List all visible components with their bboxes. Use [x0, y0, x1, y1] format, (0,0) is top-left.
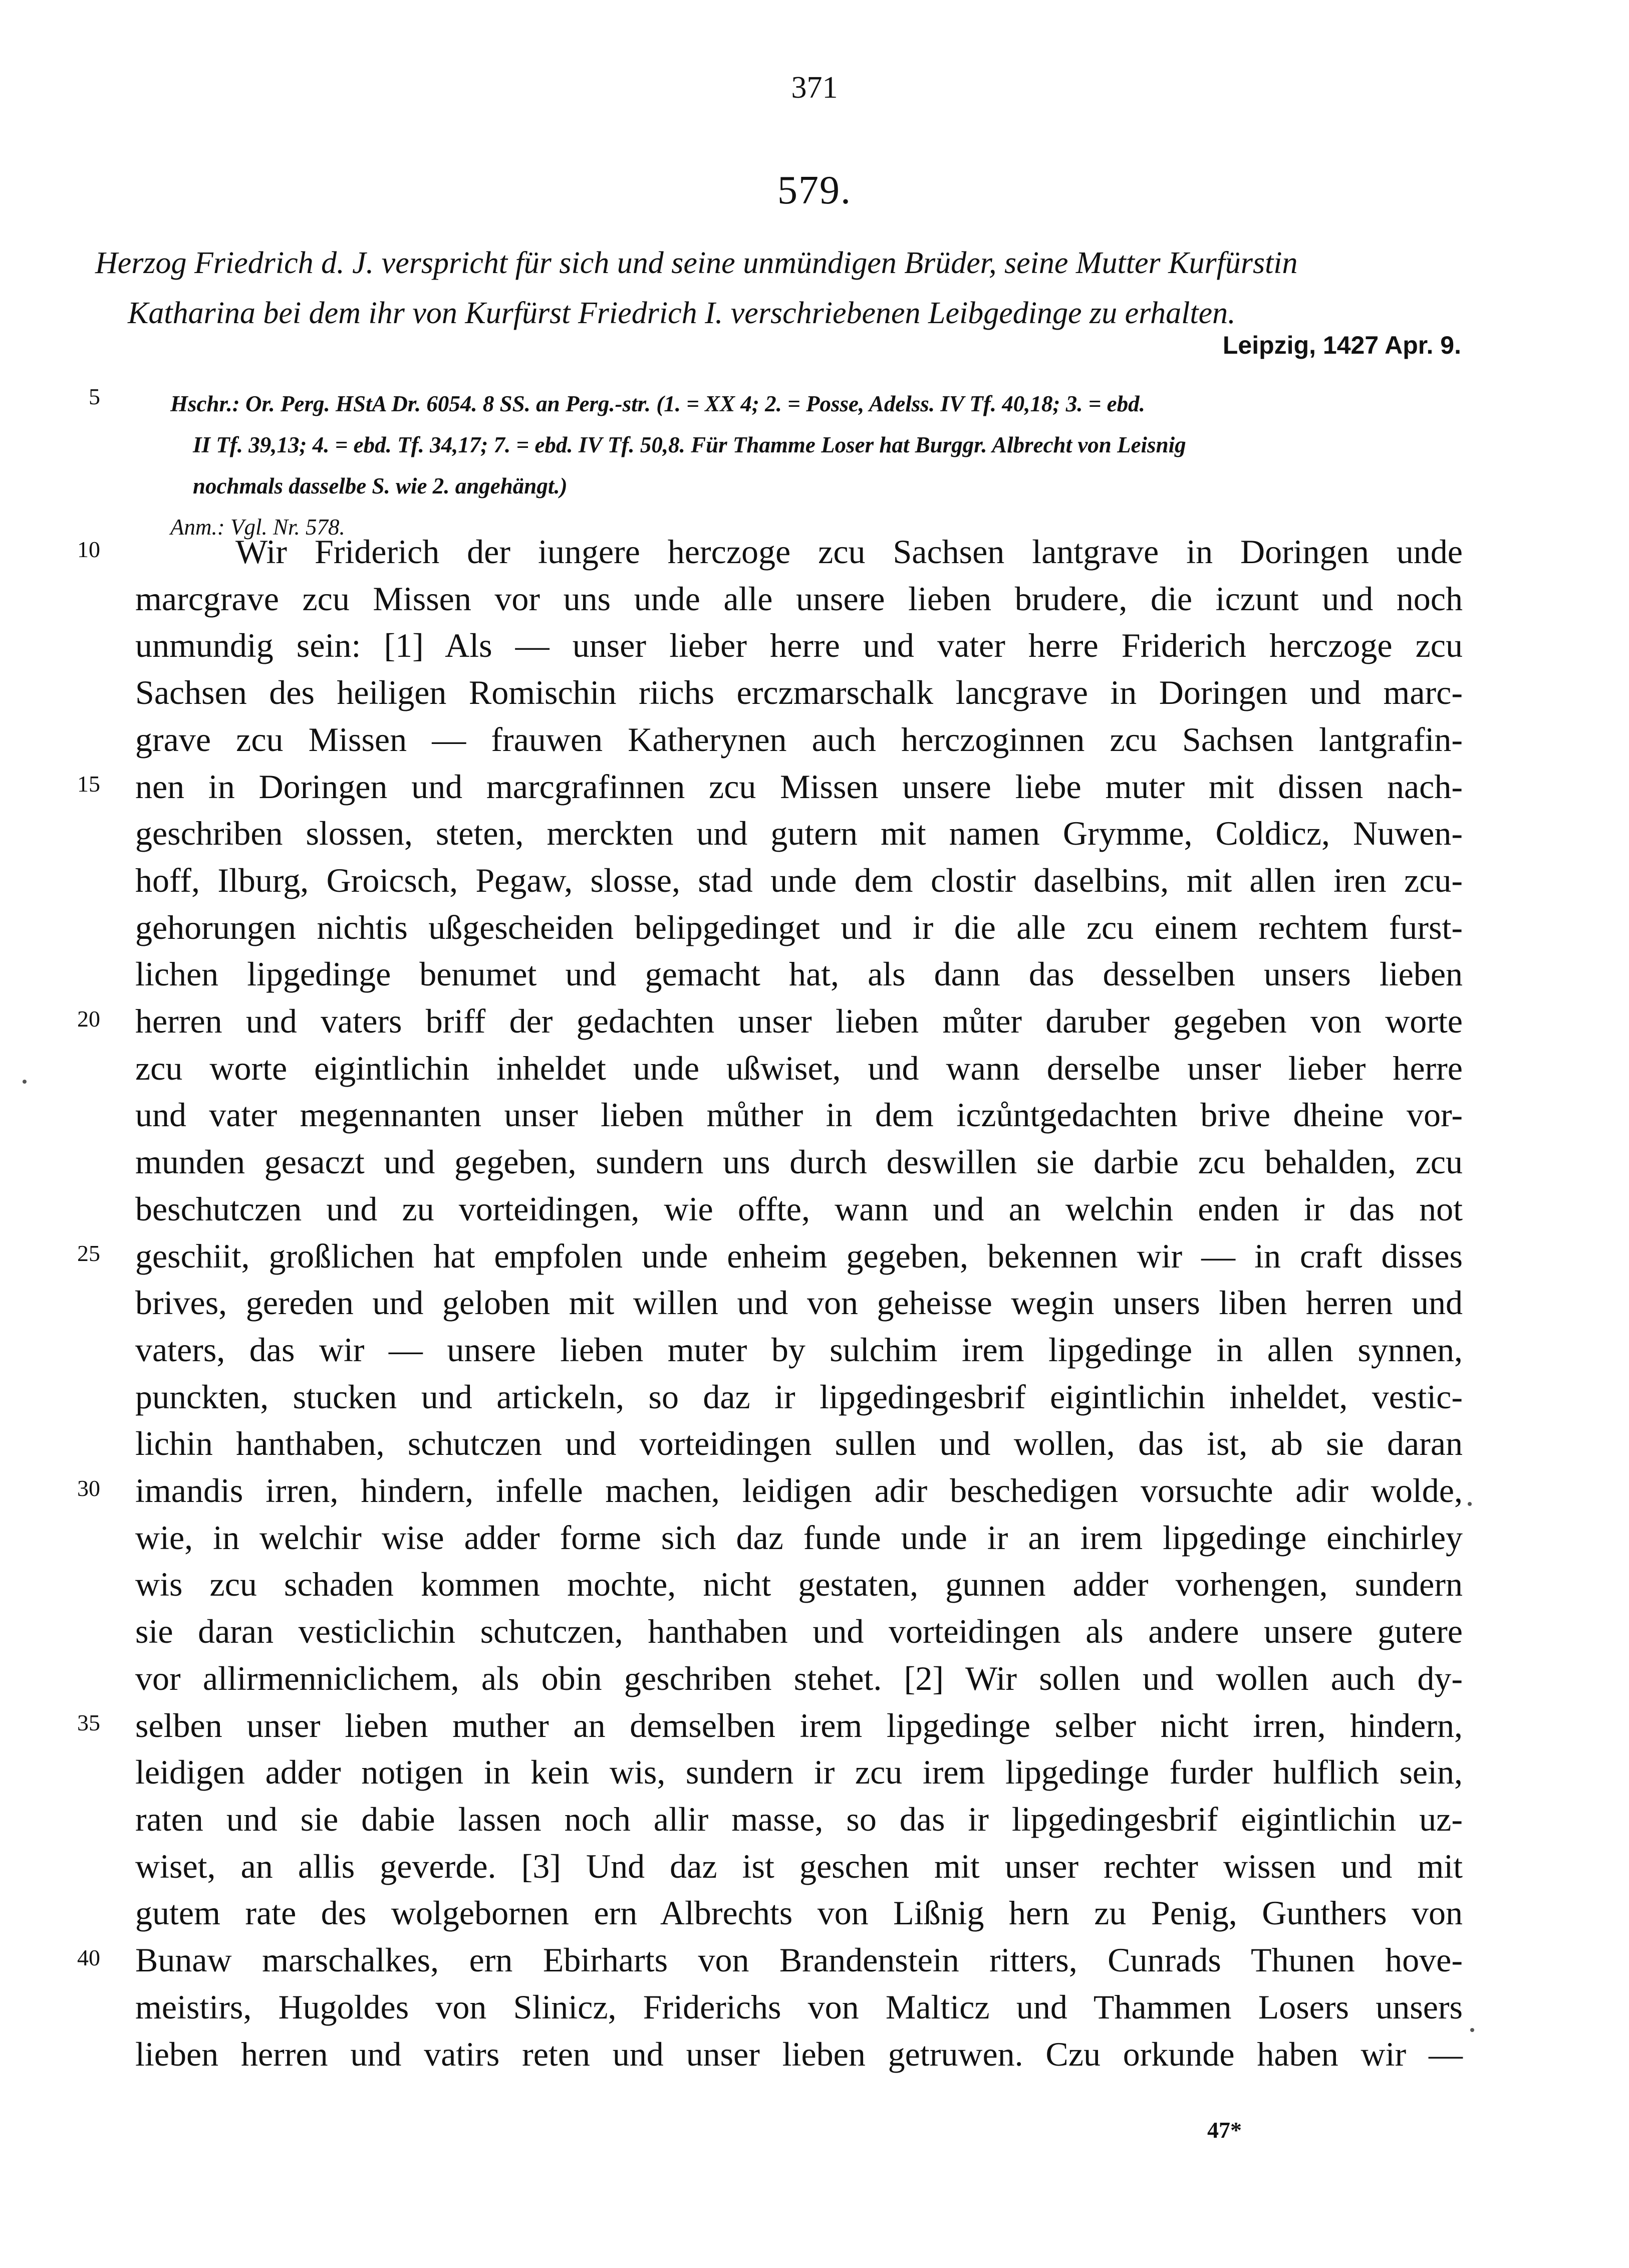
body-line: leidigen adder notigen in kein wis, sundern ir zcu irem lipgedinge furder hulflich sein,	[135, 1753, 1463, 1792]
apparatus-line: II Tf. 39,13; 4. = ebd. Tf. 34,17; 7. = ebd. IV Tf. 50,8. Für Thamme Loser hat Burggr. Albrecht von Leisnig	[193, 432, 1186, 457]
line-number: 10	[77, 537, 100, 562]
regest	[95, 238, 1463, 338]
body-line: lichen lipgedinge benumet und gemacht hat, als dann das desselben unsers lieben	[135, 955, 1463, 993]
body-line: sie daran vesticlichin schutczen, hanthaben und vorteidingen als andere unsere gutere	[135, 1612, 1463, 1651]
body-line: meistirs, Hugoldes von Slinicz, Friderichs von Malticz und Thammen Losers unsers	[135, 1987, 1463, 2026]
margin-speck	[1468, 1502, 1472, 1506]
signature-mark: 47*	[1207, 2117, 1242, 2143]
body-line: lichin hanthaben, schutczen und vorteidingen sullen und wollen, das ist, ab sie daran	[135, 1424, 1463, 1463]
body-line: beschutczen und zu vorteidingen, wie offte, wann und an welchin enden ir das not	[135, 1189, 1463, 1228]
body-line: geschiit, großlichen hat empfolen unde enheim gegeben, bekennen wir — in craft disses	[135, 1236, 1463, 1275]
body-line: brives, gereden und geloben mit willen und von geheisse wegin unsers liben herren und	[135, 1284, 1463, 1322]
body-line: munden gesaczt und gegeben, sundern uns durch deswillen sie darbie zcu behalden, zcu	[135, 1143, 1463, 1181]
body-line: und vater megennanten unser lieben můther in dem iczůntgedachten brive dheine vor-	[135, 1096, 1463, 1134]
body-line: wiset, an allis geverde. [3] Und daz ist geschen mit unser rechter wissen und mit	[135, 1847, 1463, 1885]
document-number: 579.	[777, 168, 852, 212]
body-line: selben unser lieben muther an demselben irem lipgedinge selber nicht irren, hindern,	[135, 1706, 1463, 1744]
body-line: Sachsen des heiligen Romischin riichs erczmarschalk lancgrave in Doringen und marc-	[135, 673, 1463, 712]
regest-line: Herzog Friedrich d. J. verspricht für sich und seine unmündigen Brüder, seine Mutter Kurfürstin	[95, 246, 1298, 280]
body-line: Bunaw marschalkes, ern Ebirharts von Brandenstein ritters, Cunrads Thunen hove-	[135, 1941, 1463, 1979]
margin-speck	[1470, 2028, 1474, 2032]
body-line: marcgrave zcu Missen vor uns unde alle unsere lieben brudere, die iczunt und noch	[135, 579, 1463, 618]
body-line: wie, in welchir wise adder forme sich daz funde unde ir an irem lipgedinge einchirley	[135, 1518, 1463, 1557]
line-number: 25	[77, 1240, 100, 1266]
line-number: 40	[77, 1945, 100, 1970]
document-body	[135, 529, 1463, 2078]
body-line: raten und sie dabie lassen noch allir masse, so das ir lipgedingesbrif eigintlichin uz-	[135, 1800, 1463, 1838]
body-line: grave zcu Missen — frauwen Katherynen auch herczoginnen zcu Sachsen lantgrafin-	[135, 720, 1463, 759]
body-line: geschriben slossen, steten, merckten und gutern mit namen Grymme, Coldicz, Nuwen-	[135, 814, 1463, 853]
page-number: 371	[791, 71, 838, 105]
body-line: unmundig sein: [1] Als — unser lieber herre und vater herre Friderich herczoge zcu	[135, 626, 1463, 665]
apparatus-note: Anm.: Vgl. Nr. 578.	[170, 515, 345, 540]
margin-speck	[23, 1080, 27, 1084]
body-line: wis zcu schaden kommen mochte, nicht gestaten, gunnen adder vorhengen, sundern	[135, 1565, 1463, 1604]
body-line: punckten, stucken und artickeln, so daz ir lipgedingesbrif eigintlichin inheldet, vestic-	[135, 1377, 1463, 1416]
regest-line: Katharina bei dem ihr von Kurfürst Friedrich I. verschriebenen Leibgedinge zu erhalten.	[128, 296, 1236, 330]
apparatus-line: Hschr.: Or. Perg. HStA Dr. 6054. 8 SS. an Perg.-str. (1. = XX 4; 2. = Posse, Adelss. IV Tf. 40,18; 3. = ebd.	[170, 391, 1145, 416]
body-line: imandis irren, hindern, infelle machen, leidigen adir beschedigen vorsuchte adir wolde,	[135, 1471, 1463, 1510]
body-line: Wir Friderich der iungere herczoge zcu Sachsen lantgrave in Doringen unde	[235, 533, 1463, 571]
body-line: gehorungen nichtis ußgescheiden belipgedinget und ir die alle zcu einem rechtem furst-	[135, 908, 1463, 946]
body-line: gutem rate des wolgebornen ern Albrechts von Lißnig hern zu Penig, Gunthers von	[135, 1894, 1463, 1932]
line-number: 5	[89, 384, 100, 409]
body-line: zcu worte eigintlichin inheldet unde ußwiset, und wann derselbe unser lieber herre	[135, 1049, 1463, 1087]
line-number: 15	[77, 771, 100, 797]
line-number: 35	[77, 1710, 100, 1735]
body-line: nen in Doringen und marcgrafinnen zcu Missen unsere liebe muter mit dissen nach-	[135, 767, 1463, 806]
apparatus	[170, 383, 1463, 548]
body-line: hoff, Ilburg, Groicsch, Pegaw, slosse, stad unde dem clostir daselbins, mit allen iren zcu-	[135, 861, 1463, 899]
place-date: Leipzig, 1427 Apr. 9.	[1222, 331, 1461, 359]
body-line: herren und vaters briff der gedachten unser lieben můter daruber gegeben von worte	[135, 1002, 1463, 1041]
apparatus-line: nochmals dasselbe S. wie 2. angehängt.)	[193, 473, 568, 498]
body-line: lieben herren und vatirs reten und unser lieben getruwen. Czu orkunde haben wir —	[135, 2035, 1463, 2073]
line-number: 30	[77, 1475, 100, 1501]
body-line: vor allirmenniclichem, als obin geschriben stehet. [2] Wir sollen und wollen auch dy-	[135, 1659, 1463, 1697]
body-line: vaters, das wir — unsere lieben muter by sulchim irem lipgedinge in allen synnen,	[135, 1330, 1463, 1369]
line-number: 20	[77, 1006, 100, 1032]
